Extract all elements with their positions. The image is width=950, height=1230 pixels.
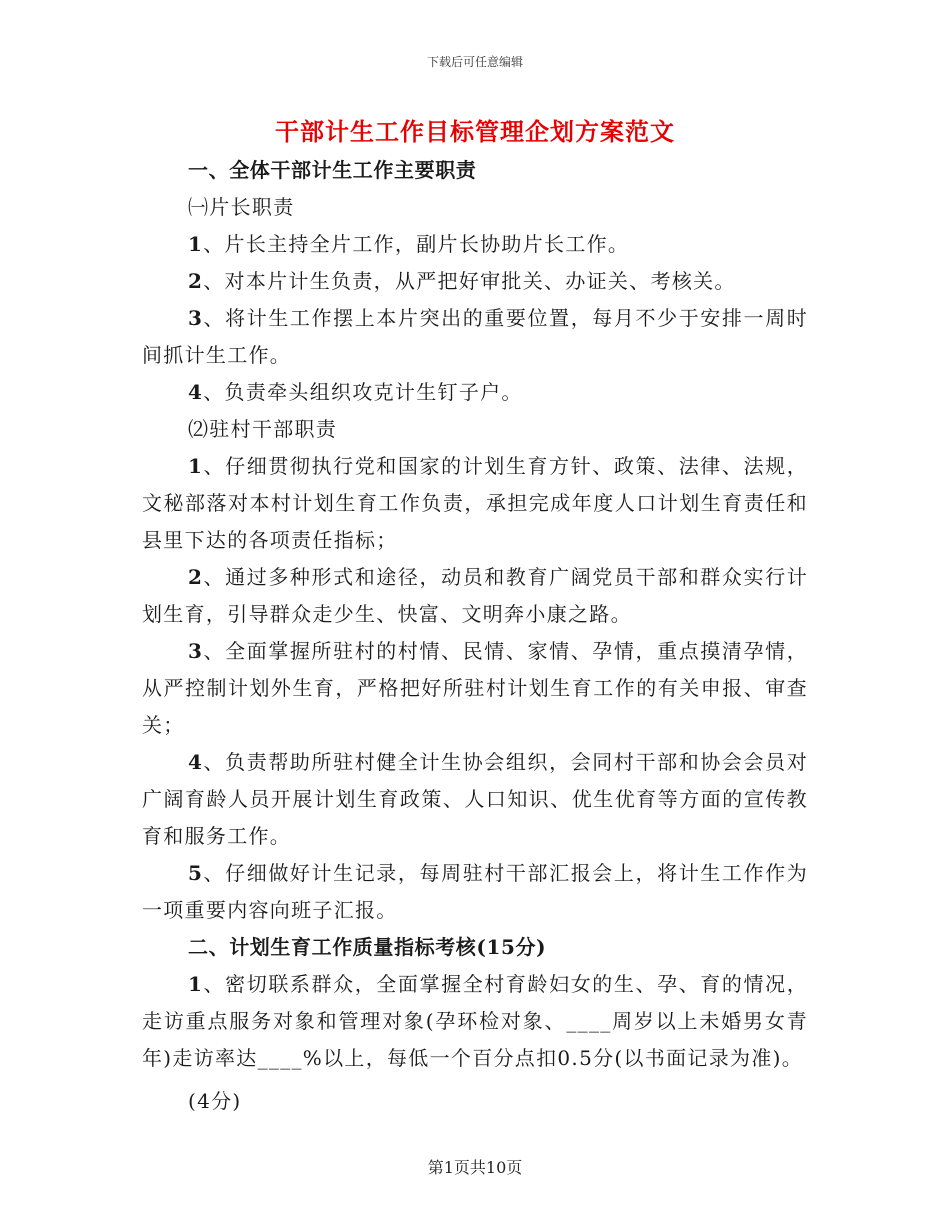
item-number: 2 bbox=[188, 565, 204, 589]
page-footer: 第1页共10页 bbox=[427, 1158, 523, 1177]
item-number: 3 bbox=[188, 306, 204, 330]
document-title: 干部计生工作目标管理企划方案范文 bbox=[275, 117, 675, 146]
section2-heading: 二、计划生育工作质量指标考核(15分) bbox=[188, 935, 547, 959]
score-note: (4分) bbox=[188, 1089, 242, 1113]
list-item bbox=[142, 263, 808, 300]
item-number: 4 bbox=[188, 750, 204, 774]
list-item bbox=[142, 744, 808, 855]
item-text: 、仔细做好计生记录，每周驻村干部汇报会上，将计生工作作为一项重要内容向班子汇报。 bbox=[142, 861, 808, 922]
list-item bbox=[142, 559, 808, 633]
item-text: 、将计生工作摆上本片突出的重要位置，每月不少于安排一周时间抓计生工作。 bbox=[142, 306, 808, 367]
list-item bbox=[142, 855, 808, 929]
item-text: 、仔细贯彻执行党和国家的计划生育方针、政策、法律、法规，文秘部落对本村计划生育工作负责，承担完成年度人口计划生育责任和县里下达的各项责任指标； bbox=[142, 454, 808, 552]
item-text: 、通过多种形式和途径，动员和教育广阔党员干部和群众实行计划生育，引导群众走少生、快富、文明奔小康之路。 bbox=[142, 565, 808, 626]
list-item bbox=[142, 966, 808, 1077]
item-number: 5 bbox=[188, 861, 204, 885]
item-text: 、密切联系群众，全面掌握全村育龄妇女的生、孕、育的情况，走访重点服务对象和管理对象(孕环检对象、____周岁以上未婚男女青年)走访率达____%以上，每低一个百分点扣0.5分(以书面记录为准)。 bbox=[142, 972, 808, 1070]
item-text: 、负责帮助所驻村健全计生协会组织，会同村干部和协会会员对广阔育龄人员开展计划生育政策、人口知识、优生优育等方面的宣传教育和服务工作。 bbox=[142, 750, 808, 848]
list-item bbox=[142, 300, 808, 374]
item-number: 4 bbox=[188, 380, 204, 404]
list-item bbox=[142, 374, 808, 411]
item-number: 1 bbox=[188, 454, 204, 478]
item-number: 3 bbox=[188, 639, 204, 663]
document-body bbox=[142, 152, 808, 1120]
list-item bbox=[142, 633, 808, 744]
list-item bbox=[142, 226, 808, 263]
section1-sub1: ㈠片长职责 bbox=[188, 195, 295, 219]
item-text: 、全面掌握所驻村的村情、民情、家情、孕情，重点摸清孕情，从严控制计划外生育，严格把好所驻村计划生育工作的有关申报、审查关； bbox=[142, 639, 808, 737]
item-number: 2 bbox=[188, 269, 204, 293]
section1-heading: 一、全体干部计生工作主要职责 bbox=[188, 158, 477, 182]
list-item bbox=[142, 448, 808, 559]
section1-sub2: ⑵驻村干部职责 bbox=[188, 417, 338, 441]
item-text: 、片长主持全片工作，副片长协助片长工作。 bbox=[203, 232, 630, 256]
header-note: 下载后可任意编辑 bbox=[426, 55, 523, 69]
item-text: 、负责牵头组织攻克计生钉子户。 bbox=[203, 380, 523, 404]
item-number: 1 bbox=[188, 232, 204, 256]
item-number: 1 bbox=[188, 972, 204, 996]
item-text: 、对本片计生负责，从严把好审批关、办证关、考核关。 bbox=[203, 269, 736, 293]
